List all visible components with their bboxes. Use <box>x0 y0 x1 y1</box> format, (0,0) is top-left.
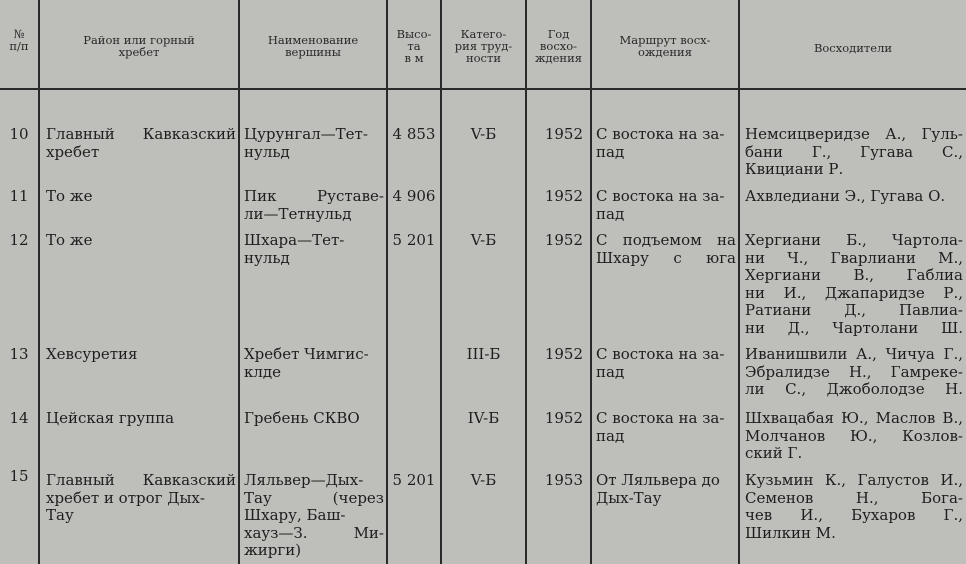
header-peak: Наименование вершины <box>267 33 359 59</box>
route-cell <box>596 410 736 445</box>
row-num: 14 <box>9 409 29 427</box>
route-cell <box>596 126 736 161</box>
column-rule <box>590 0 592 564</box>
text-line: ни Д., Чартолани Ш. <box>745 318 963 337</box>
region-cell <box>46 472 236 525</box>
text-line: Тау <box>46 506 74 524</box>
header-route: Маршрут восх- ождения <box>619 33 711 59</box>
text-line: хребет <box>46 142 100 161</box>
category-cell: V-Б <box>470 125 497 143</box>
row-num: 12 <box>9 231 29 249</box>
column-rule <box>238 0 240 564</box>
text-line: С подъемом на <box>596 231 736 249</box>
region-cell <box>46 346 236 364</box>
climbers-cell <box>745 346 963 399</box>
text-line: Хергиани Б., Чартола- <box>745 231 963 249</box>
peak-cell <box>244 410 384 428</box>
text-line: С востока на за- <box>596 187 725 205</box>
text-line: От Ляльвера до <box>596 471 720 489</box>
year-cell: 1952 <box>544 187 583 205</box>
text-line: Цейская группа <box>46 409 175 427</box>
category-cell: V-Б <box>470 231 497 249</box>
text-line: Гребень СКВО <box>244 409 360 427</box>
text-line: Дых-Тау <box>596 488 662 507</box>
height-cell: 5 201 <box>392 471 436 489</box>
text-line: Пик Руставе- <box>244 187 384 205</box>
text-line: нульд <box>244 142 290 161</box>
header-category: Катего- рия труд- ности <box>454 27 513 65</box>
peak-cell <box>244 346 384 381</box>
header-region: Район или горный хребет <box>83 33 195 59</box>
year-cell: 1952 <box>544 125 583 143</box>
year-cell: 1952 <box>544 345 583 363</box>
text-line: ский Г. <box>745 444 803 462</box>
year-cell: 1952 <box>544 231 583 249</box>
peak-cell <box>244 232 384 267</box>
climbers-cell <box>745 472 963 542</box>
text-line: нульд <box>244 248 290 267</box>
header-divider <box>0 88 966 90</box>
text-line: Квициани Р. <box>745 160 844 178</box>
text-line: Семенов Н., Бога- <box>745 488 963 507</box>
peak-cell <box>244 472 384 560</box>
text-line: клде <box>244 362 282 381</box>
climbers-cell <box>745 232 963 337</box>
text-line: пад <box>596 142 625 161</box>
peak-cell <box>244 126 384 161</box>
text-line: Тау (через <box>244 488 384 507</box>
peak-cell <box>244 188 384 223</box>
text-line: ли—Тетнульд <box>244 204 352 223</box>
text-line: Ляльвер—Дых- <box>244 471 364 489</box>
height-cell: 5 201 <box>392 231 436 249</box>
text-line: Хребет Чимгис- <box>244 345 369 363</box>
text-line: С востока на за- <box>596 125 725 143</box>
text-line: пад <box>596 426 625 445</box>
height-cell: 4 853 <box>392 125 436 143</box>
row-num: 13 <box>9 345 29 363</box>
climbers-cell <box>745 188 963 206</box>
header-height: Высо- та в м <box>396 27 432 65</box>
region-cell <box>46 410 236 428</box>
text-line: бани Г., Гугава С., <box>745 142 963 161</box>
text-line: хребет и отрог Дых- <box>46 488 205 507</box>
text-line: Главный Кавказский <box>46 125 236 143</box>
route-cell <box>596 188 736 223</box>
climbers-cell <box>745 126 963 179</box>
text-line: Шхвацабая Ю., Маслов В., <box>745 409 963 427</box>
text-line: Ратиани Д., Павлиа- <box>745 301 963 319</box>
text-line: Главный Кавказский <box>46 471 236 489</box>
text-line: ни Ч., Гварлиани М., <box>745 248 963 267</box>
region-cell <box>46 188 236 206</box>
text-line: То же <box>46 187 93 205</box>
row-num: 10 <box>9 125 29 143</box>
text-line: Шхару, Баш- <box>244 506 346 524</box>
text-line: Молчанов Ю., Козлов- <box>745 426 963 445</box>
text-line: Эбралидзе Н., Гамреке- <box>745 362 963 381</box>
text-line: Хергиани В., Габлиа <box>745 266 963 284</box>
route-cell <box>596 472 736 507</box>
row-num: 15 <box>9 467 29 485</box>
text-line: Немсицверидзе А., Гуль- <box>745 125 963 143</box>
text-line: Цурунгал—Тет- <box>244 125 368 143</box>
category-cell: IV-Б <box>467 409 500 427</box>
column-rule <box>38 0 40 564</box>
region-cell <box>46 126 236 161</box>
header-climbers: Восходители <box>813 41 893 55</box>
text-line: Кузьмин К., Галустов И., <box>745 471 963 489</box>
header-num: № п/п <box>9 27 29 53</box>
text-line: хауз—З. Ми- <box>244 523 384 542</box>
text-line: пад <box>596 362 625 381</box>
category-cell: III-Б <box>466 345 501 363</box>
year-cell: 1953 <box>544 471 583 489</box>
region-cell <box>46 232 236 250</box>
text-line: чев И., Бухаров Г., <box>745 506 963 524</box>
height-cell: 4 906 <box>392 187 436 205</box>
text-line: Шхара—Тет- <box>244 231 345 249</box>
year-cell: 1952 <box>544 409 583 427</box>
text-line: ни И., Джапаридзе Р., <box>745 283 963 302</box>
text-line: С востока на за- <box>596 345 725 363</box>
text-line: жирги) <box>244 541 302 559</box>
route-cell <box>596 346 736 381</box>
text-line: пад <box>596 204 625 223</box>
text-line: То же <box>46 231 93 249</box>
text-line: С востока на за- <box>596 409 725 427</box>
category-cell: V-Б <box>470 471 497 489</box>
text-line: ли С., Джоболодзе Н. <box>745 380 963 398</box>
text-line: Ахвледиани Э., Гугава О. <box>745 187 946 205</box>
climbers-cell <box>745 410 963 463</box>
text-line: Иванишвили А., Чичуа Г., <box>745 345 963 363</box>
column-rule <box>738 0 740 564</box>
header-year: Год восхо- ждения <box>534 27 583 65</box>
row-num: 11 <box>9 187 29 205</box>
text-line: Шхару с юга <box>596 248 736 267</box>
route-cell <box>596 232 736 267</box>
text-line: Хевсуретия <box>46 345 138 363</box>
text-line: Шилкин М. <box>745 523 836 542</box>
